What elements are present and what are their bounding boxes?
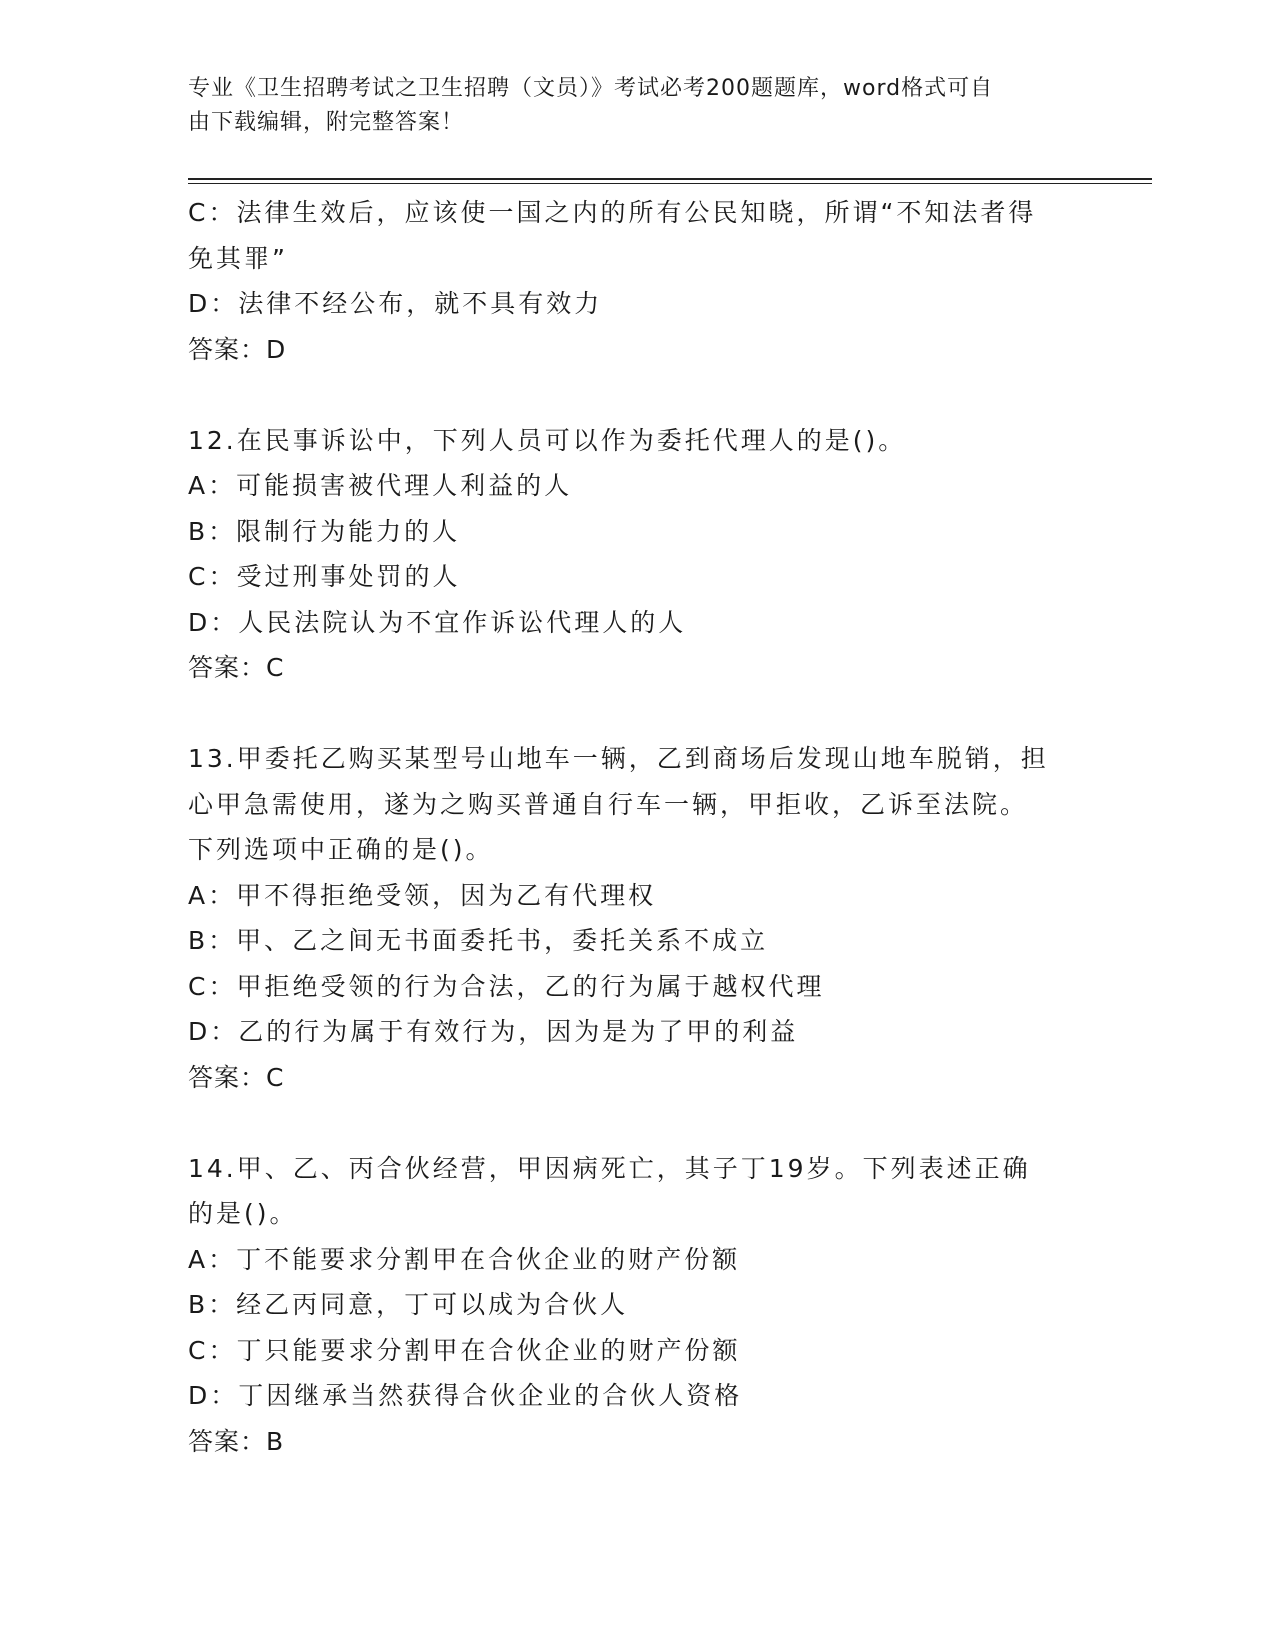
spacer (188, 691, 1088, 737)
answer: 答案：C (188, 1062, 285, 1092)
header-rule-thick (188, 178, 1152, 180)
question-13 (188, 736, 1088, 1100)
option-a: A：可能损害被代理人利益的人 (188, 471, 573, 500)
question-14 (188, 1146, 1088, 1465)
option-d: D：人民法院认为不宜作诉讼代理人的人 (188, 607, 687, 637)
question-stem-line-3: 下列选项中正确的是()。 (188, 835, 494, 864)
option-c-line-1: C：法律生效后，应该使一国之内的所有公民知晓，所谓“不知法者得 (188, 198, 1037, 227)
header-line-2: 由下载编辑，附完整答案！ (188, 110, 465, 135)
question-stem-line-2: 的是()。 (188, 1199, 298, 1228)
header-rule-thin (188, 183, 1152, 184)
question-12 (188, 418, 1088, 691)
option-c: C：丁只能要求分割甲在合伙企业的财产份额 (188, 1335, 741, 1365)
option-a: A：丁不能要求分割甲在合伙企业的财产份额 (188, 1244, 741, 1274)
option-d: D：乙的行为属于有效行为，因为是为了甲的利益 (188, 1017, 799, 1046)
option-b: B：经乙丙同意，丁可以成为合伙人 (188, 1290, 629, 1319)
question-stem-line-1: 13.甲委托乙购买某型号山地车一辆，乙到商场后发现山地车脱销，担 (188, 744, 1049, 773)
question-stem-line-2: 心甲急需使用，遂为之购买普通自行车一辆，甲拒收，乙诉至法院。 (188, 789, 1029, 819)
question-stem-line-1: 14.甲、乙、丙合伙经营，甲因病死亡，其子丁19岁。下列表述正确 (188, 1153, 1031, 1183)
spacer (188, 1100, 1088, 1146)
question-list (188, 190, 1088, 1464)
option-c: C：甲拒绝受领的行为合法，乙的行为属于越权代理 (188, 971, 825, 1001)
option-b: B：甲、乙之间无书面委托书，委托关系不成立 (188, 926, 769, 955)
option-b: B：限制行为能力的人 (188, 516, 461, 546)
option-c: C：受过刑事处罚的人 (188, 562, 461, 591)
option-d: D：法律不经公布，就不具有效力 (188, 289, 603, 318)
answer: 答案：D (188, 334, 287, 364)
document-header (188, 72, 1068, 140)
option-d: D：丁因继承当然获得合伙企业的合伙人资格 (188, 1381, 743, 1410)
spacer (188, 372, 1088, 418)
option-a: A：甲不得拒绝受领，因为乙有代理权 (188, 880, 657, 910)
answer: 答案：C (188, 653, 285, 682)
question-11-tail (188, 190, 1088, 372)
question-stem: 12.在民事诉讼中，下列人员可以作为委托代理人的是()。 (188, 425, 907, 455)
header-line-1: 专业《卫生招聘考试之卫生招聘（文员）》考试必考200题题库，word格式可自 (188, 76, 994, 101)
answer: 答案：B (188, 1426, 285, 1456)
option-c-line-2: 免其罪” (188, 243, 288, 273)
